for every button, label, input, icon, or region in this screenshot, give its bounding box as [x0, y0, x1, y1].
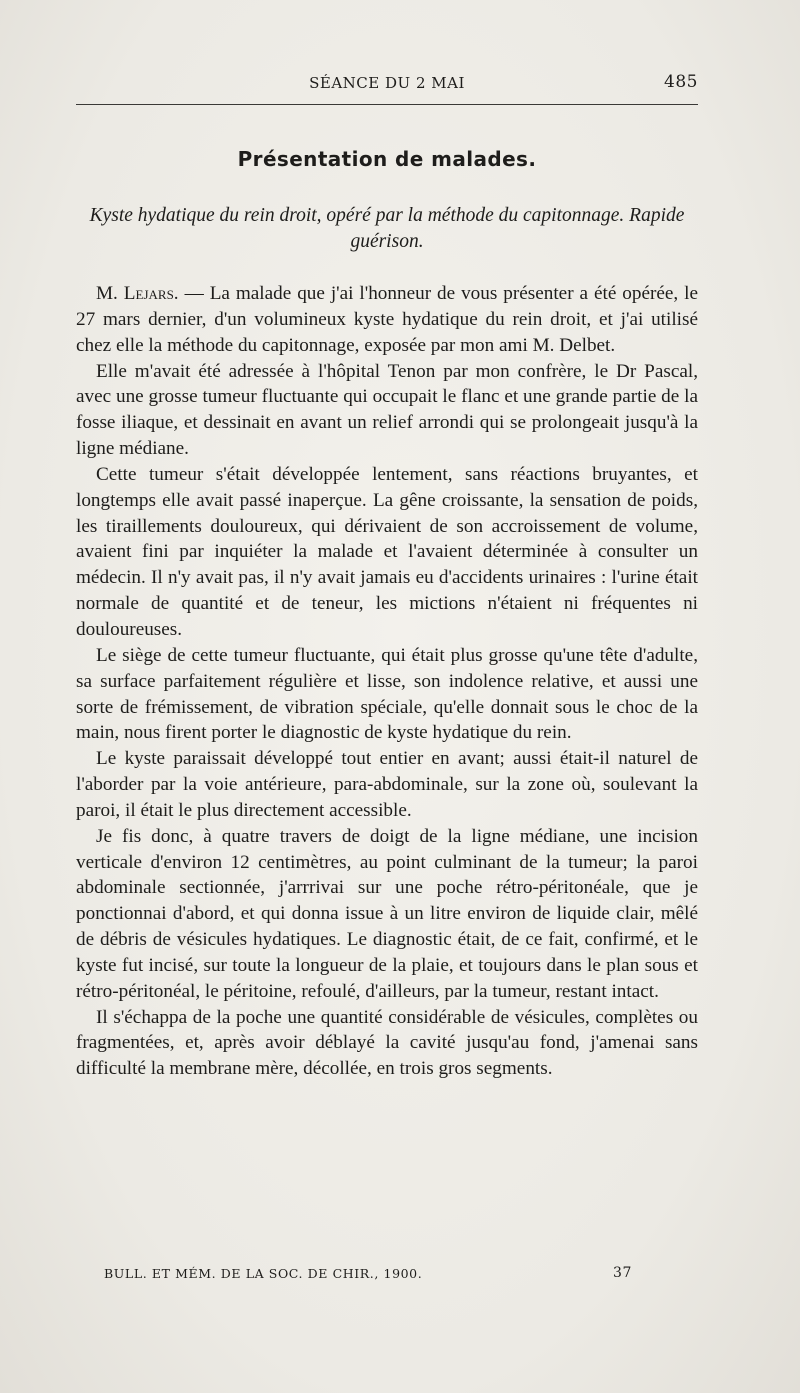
paragraph-text: — La malade que j'ai l'honneur de vous présenter a été opérée, le 27 mars dernier, d'un volumineux kyste hydatique du rein droit, et j'ai utilisé chez elle la méthode du capitonnage, exposée par mon ami M. Delbet. [76, 283, 698, 356]
paragraph: Il s'échappa de la poche une quantité considérable de vésicules, complètes ou fragmentées, et, après avoir déblayé la cavité jusqu'au fond, j'amenai sans difficulté la membrane mère, décollée, en trois gros segments. [76, 1006, 698, 1080]
page-footer [104, 1266, 632, 1288]
author-name: M. Lejars. [96, 283, 179, 304]
running-head [76, 74, 698, 98]
paragraph: Je fis donc, à quatre travers de doigt de la ligne médiane, une incision verticale d'environ 12 centimètres, au point culminant de la tumeur; la paroi abdominale sectionnée, j'arrrivai sur une poche rétro-péritonéale, que je ponctionnai d'abord, et qui donna issue à un litre environ de liquide clair, mêlé de débris de vésicules hydatiques. Le diagnostic était, de ce fait, confirmé, et le kyste fut incisé, sur toute la longueur de la plaie, et toujours dans le plan sous et rétro-péritonéal, le péritoine, refoulé, d'ailleurs, par la tumeur, restant intact. [76, 825, 698, 1002]
paragraph [76, 281, 698, 359]
paragraph: Elle m'avait été adressée à l'hôpital Tenon par mon confrère, le Dr Pascal, avec une grosse tumeur fluctuante qui occupait le flanc et une grande partie de la fosse iliaque, et dessinait en avant un relief arrondi qui se prolongeait jusqu'à la ligne médiane. [76, 360, 698, 460]
page-number: 485 [664, 72, 698, 92]
section-heading: Présentation de malades. [237, 147, 537, 171]
running-title: SÉANCE DU 2 MAI [309, 74, 465, 92]
paragraph: Le kyste paraissait développé tout entier en avant; aussi était-il naturel de l'aborder par la voie antérieure, para-abdominale, sur la zone où, soulevant la paroi, il était le plus directement accessible. [76, 748, 698, 821]
journal-citation: BULL. ET MÉM. DE LA SOC. DE CHIR., 1900. [104, 1266, 423, 1281]
paragraph: Le siège de cette tumeur fluctuante, qui était plus grosse qu'une tête d'adulte, sa surface parfaitement régulière et lisse, son indolence relative, et aussi une sorte de frémissement, de vibration spéciale, qu'elle donnait sous le choc de la main, nous firent porter le diagnostic de kyste hydatique du rein. [76, 644, 698, 744]
article-body [76, 281, 698, 1082]
header-rule [76, 104, 698, 105]
article-subtitle: Kyste hydatique du rein droit, opéré par la méthode du capitonnage. Rapide guérison. [89, 205, 685, 252]
paragraph: Cette tumeur s'était développée lentement, sans réactions bruyantes, et longtemps elle avait passé inaperçue. La gêne croissante, la sensation de poids, les tiraillements douloureux, qui dérivaient de son accroissement de volume, avaient fini par inquiéter la malade et l'avaient déterminée à consulter un médecin. Il n'y avait pas, il n'y avait jamais eu d'accidents urinaires : l'urine était normale de quantité et de teneur, les mictions n'étaient ni fréquentes ni douloureuses. [76, 463, 698, 640]
signature-mark: 37 [612, 1265, 632, 1281]
